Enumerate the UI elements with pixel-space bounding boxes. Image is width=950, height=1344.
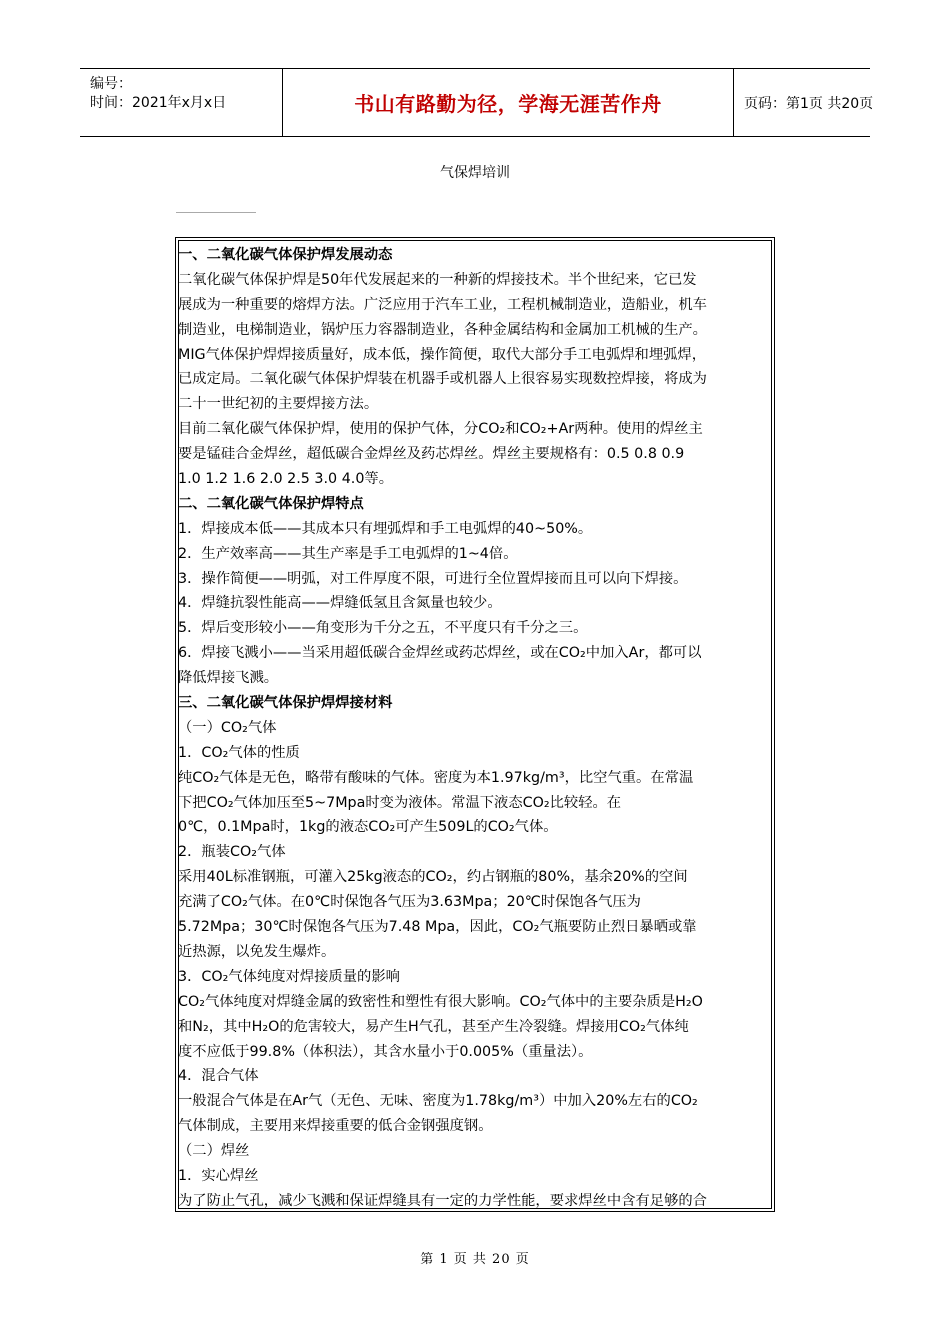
body-line: 目前二氧化碳气体保护焊，使用的保护气体，分CO₂和CO₂+Ar两种。使用的焊丝主	[178, 421, 703, 438]
body-line: 二十一世纪初的主要焊接方法。	[178, 396, 379, 413]
body-line: 要是锰硅合金焊丝，超低碳合金焊丝及药芯焊丝。焊丝主要规格有：0.5 0.8 0.9	[178, 446, 685, 463]
section-heading: 二、二氧化碳气体保护焊特点	[178, 495, 364, 512]
document-number-label: 编号：	[90, 76, 132, 92]
header-motto-cell	[282, 69, 734, 136]
body-line: 度不应低于99.8%（体积法），其含水量小于0.005%（重量法）。	[178, 1043, 593, 1060]
header-page-cell	[734, 69, 874, 136]
header-meta-cell	[80, 69, 282, 136]
body-line: 充满了CO₂气体。在0℃时保饱各气压为3.63Mpa；20℃时保饱各气压为	[178, 894, 641, 911]
body-line: 制造业，电梯制造业，锅炉压力容器制造业，各种金属结构和金属加工机械的生产。	[178, 321, 707, 338]
body-line: 已成定局。二氧化碳气体保护焊装在机器手或机器人上很容易实现数控焊接，将成为	[178, 371, 707, 388]
document-title: 气保焊培训	[440, 165, 510, 181]
body-line: 3．CO₂气体纯度对焊接质量的影响	[178, 968, 400, 985]
document-time-label: 时间：2021年x月x日	[90, 95, 227, 111]
body-line: 展成为一种重要的熔焊方法。广泛应用于汽车工业，工程机械制造业，造船业，机车	[178, 296, 707, 313]
header-table	[80, 68, 874, 137]
body-line: 4．混合气体	[178, 1068, 259, 1085]
body-line: 一般混合气体是在Ar气（无色、无味、密度为1.78kg/m³）中加入20%左右的CO₂	[178, 1093, 698, 1110]
body-line: 1.0 1.2 1.6 2.0 2.5 3.0 4.0等。	[178, 471, 394, 488]
content-body	[178, 243, 772, 1214]
body-line: 1．CO₂气体的性质	[178, 744, 300, 761]
body-line: 降低焊接飞溅。	[178, 670, 279, 687]
body-line: 采用40L标准钢瓶，可灌入25kg液态的CO₂，约占钢瓶的80%，基余20%的空间	[178, 869, 688, 886]
body-line: 5．焊后变形较小——角变形为千分之五，不平度只有千分之三。	[178, 620, 588, 637]
section-heading: 一、二氧化碳气体保护焊发展动态	[178, 247, 393, 263]
body-line: 5.72Mpa；30℃时保饱各气压为7.48 Mpa，因此，CO₂气瓶要防止烈日暴晒或靠	[178, 919, 697, 936]
body-line: 0℃，0.1Mpa时，1kg的液态CO₂可产生509L的CO₂气体。	[178, 819, 558, 836]
body-line: 2．生产效率高——其生产率是手工电弧焊的1~4倍。	[178, 545, 518, 562]
body-line: 近热源，以免发生爆炸。	[178, 943, 336, 960]
body-line: （一）CO₂气体	[178, 719, 277, 736]
body-line: 二氧化碳气体保护焊是50年代发展起来的一种新的焊接技术。半个世纪来，它已发	[178, 271, 697, 288]
body-line: （二）焊丝	[178, 1143, 250, 1160]
body-line: 下把CO₂气体加压至5~7Mpa时变为液体。常温下液态CO₂比较轻。在	[178, 794, 622, 811]
body-line: 3．操作简便——明弧，对工件厚度不限，可进行全位置焊接而且可以向下焊接。	[178, 570, 688, 587]
body-line: 1．实心焊丝	[178, 1167, 259, 1184]
body-line: 1．焊接成本低——其成本只有埋弧焊和手工电弧焊的40~50%。	[178, 520, 593, 537]
body-line: CO₂气体纯度对焊缝金属的致密性和塑性有很大影响。CO₂气体中的主要杂质是H₂O	[178, 993, 703, 1010]
body-line: 气体制成，主要用来焊接重要的低合金钢强度钢。	[178, 1118, 493, 1135]
body-line: MIG气体保护焊焊接质量好，成本低，操作简便，取代大部分手工电弧焊和埋弧焊，	[178, 346, 707, 363]
body-line: 为了防止气孔，减少飞溅和保证焊缝具有一定的力学性能，要求焊丝中含有足够的合	[178, 1192, 707, 1209]
body-line: 和N₂，其中H₂O的危害较大，易产生H气孔，甚至产生冷裂缝。焊接用CO₂气体纯	[178, 1018, 689, 1035]
section-heading: 三、二氧化碳气体保护焊焊接材料	[178, 695, 393, 712]
body-line: 纯CO₂气体是无色，略带有酸味的气体。密度为本1.97kg/m³，比空气重。在常温	[178, 769, 694, 786]
body-line: 6．焊接飞溅小——当采用超低碳合金焊丝或药芯焊丝，或在CO₂中加入Ar，都可以	[178, 645, 702, 662]
motto-text: 书山有路勤为径，学海无涯苦作舟	[354, 92, 662, 116]
page-info: 页码：第1页 共20页	[744, 95, 874, 112]
body-line: 4．焊缝抗裂性能高——焊缝低氢且含氮量也较少。	[178, 595, 502, 612]
page-footer: 第 1 页 共 20 页	[420, 1252, 530, 1267]
title-divider	[176, 212, 256, 213]
body-line: 2．瓶装CO₂气体	[178, 844, 286, 861]
